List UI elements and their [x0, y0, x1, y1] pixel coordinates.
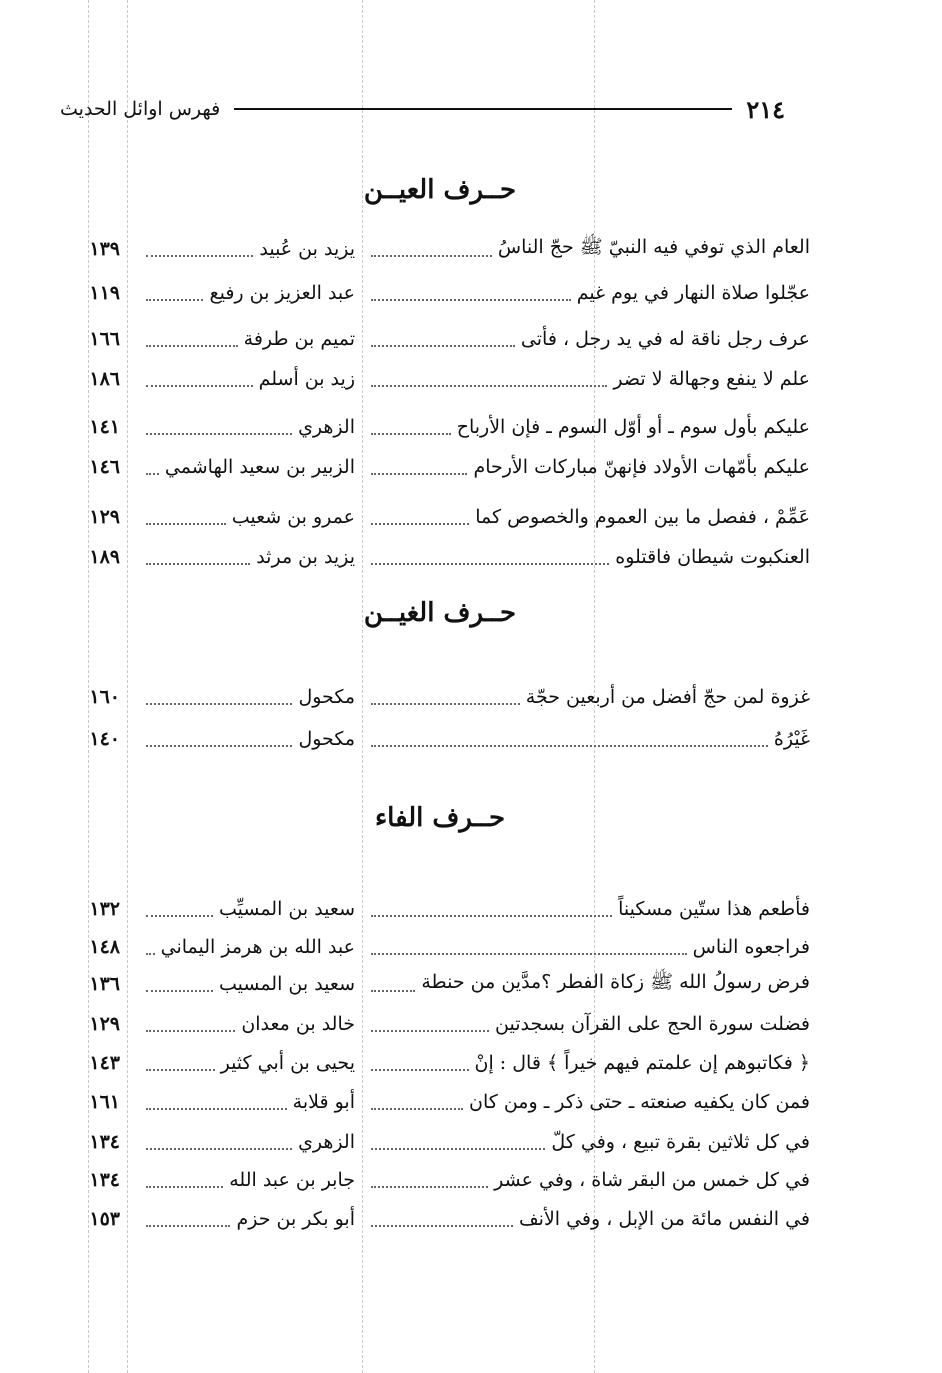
page-ref: ١٤٨: [89, 936, 120, 958]
page-ref: ١٣٤: [89, 1169, 120, 1191]
index-entry: [72, 930, 810, 964]
header-rule: [234, 108, 732, 110]
narrator: يزيد بن عُبيد: [140, 232, 355, 266]
page-ref: ١٤١: [89, 416, 120, 438]
index-entry: [72, 276, 810, 310]
index-entry: [72, 1085, 810, 1119]
hadith-opening: علم لا ينفع وجهالة لا تضر: [365, 362, 810, 396]
page-ref: ١٦٦: [89, 328, 120, 350]
page-number: ٢١٤: [746, 94, 785, 124]
narrator: يحيى بن أبي كثير: [140, 1046, 355, 1080]
index-entry: [72, 322, 810, 356]
narrator: عبد الله بن هرمز اليماني: [140, 930, 355, 964]
hadith-opening: غَيْرُهُ: [365, 722, 810, 756]
page-header: [60, 94, 785, 124]
index-entry: [72, 450, 810, 484]
page-ref: ١٤٠: [89, 728, 120, 750]
narrator: يزيد بن مرثد: [140, 540, 355, 574]
page-ref: ١٤٦: [89, 456, 120, 478]
index-entry: [72, 1046, 810, 1080]
narrator: الزبير بن سعيد الهاشمي: [140, 450, 355, 484]
index-entry: [72, 410, 810, 444]
page-ref: ١٦٠: [89, 686, 120, 708]
narrator: خالد بن معدان: [140, 1007, 355, 1041]
hadith-opening: ﴿ فكاتبوهم إن علمتم فيهم خيراً ﴾ قال : إنْ: [365, 1046, 810, 1080]
page-ref: ١٣٢: [89, 898, 120, 920]
hadith-opening: عليكم بأمّهات الأولاد فإنهنّ مباركات الأرحام: [365, 450, 810, 484]
index-entry: [72, 232, 810, 266]
page-ref: ١٢٩: [89, 1013, 120, 1035]
hadith-opening: العام الذي توفي فيه النبيّ ﷺ حجّ الناسُ: [365, 232, 810, 266]
index-entry: [72, 1125, 810, 1159]
page-ref: ١٤٣: [89, 1052, 120, 1074]
page-ref: ١٨٩: [89, 546, 120, 568]
page-ref: ١٣٤: [89, 1131, 120, 1153]
index-entry: [72, 967, 810, 1001]
page-ref: ١٣٦: [89, 973, 120, 995]
hadith-opening: فمن كان يكفيه صنعته ـ حتى ذكر ـ ومن كان: [365, 1085, 810, 1119]
index-entry: [72, 1007, 810, 1041]
section-title-fa: حــرف الفاء: [374, 803, 506, 833]
hadith-opening: العنكبوت شيطان فاقتلوه: [365, 540, 810, 574]
page-ref: ١٣٩: [89, 238, 120, 260]
page-ref: ١٢٩: [89, 506, 120, 528]
index-entry: [72, 1202, 810, 1236]
index-entry: [72, 362, 810, 396]
hadith-opening: فرض رسولُ الله ﷺ زكاة الفطر ؟مدَّين من حنطة: [365, 967, 810, 1001]
narrator: جابر بن عبد الله: [140, 1163, 355, 1197]
narrator: الزهري: [140, 410, 355, 444]
hadith-opening: عجّلوا صلاة النهار في يوم غيم: [365, 276, 810, 310]
hadith-opening: غزوة لمن حجّ أفضل من أربعين حجّة: [365, 680, 810, 714]
hadith-opening: في النفس مائة من الإبل ، وفي الأنف: [365, 1202, 810, 1236]
narrator: مكحول: [140, 722, 355, 756]
narrator: سعيد بن المسيب: [140, 967, 355, 1001]
hadith-opening: فراجعوه الناس: [365, 930, 810, 964]
index-entry: [72, 500, 810, 534]
hadith-opening: عَمِّمْ ، ففصل ما بين العموم والخصوص كما: [365, 500, 810, 534]
index-entry: [72, 892, 810, 926]
narrator: أبو بكر بن حزم: [140, 1202, 355, 1236]
narrator: مكحول: [140, 680, 355, 714]
narrator: زيد بن أسلم: [140, 362, 355, 396]
running-title: فهرس اوائل الحديث: [60, 98, 221, 120]
hadith-opening: في كل خمس من البقر شاة ، وفي عشر: [365, 1163, 810, 1197]
section-title-ayn: حــرف العيــن: [363, 175, 517, 205]
index-entry: [72, 1163, 810, 1197]
index-entry: [72, 680, 810, 714]
narrator: عمرو بن شعيب: [140, 500, 355, 534]
page-ref: ١٦١: [89, 1091, 120, 1113]
index-entry: [72, 540, 810, 574]
page-ref: ١٨٦: [89, 368, 120, 390]
hadith-opening: في كل ثلاثين بقرة تبيع ، وفي كلّ: [365, 1125, 810, 1159]
section-title-ghayn: حــرف الغيــن: [363, 598, 517, 628]
narrator: عبد العزيز بن رفيع: [140, 276, 355, 310]
index-entry: [72, 722, 810, 756]
page-ref: ١٥٣: [89, 1208, 120, 1230]
hadith-opening: فضلت سورة الحج على القرآن بسجدتين: [365, 1007, 810, 1041]
hadith-opening: عليكم بأول سوم ـ أو أوّل السوم ـ فإن الأرباح: [365, 410, 810, 444]
narrator: تميم بن طرفة: [140, 322, 355, 356]
narrator: الزهري: [140, 1125, 355, 1159]
hadith-opening: عرف رجل ناقة له في يد رجل ، فأتى: [365, 322, 810, 356]
narrator: سعيد بن المسيِّب: [140, 892, 355, 926]
page-ref: ١١٩: [89, 282, 120, 304]
hadith-opening: فأطعم هذا ستّين مسكيناً: [365, 892, 810, 926]
narrator: أبو قلابة: [140, 1085, 355, 1119]
